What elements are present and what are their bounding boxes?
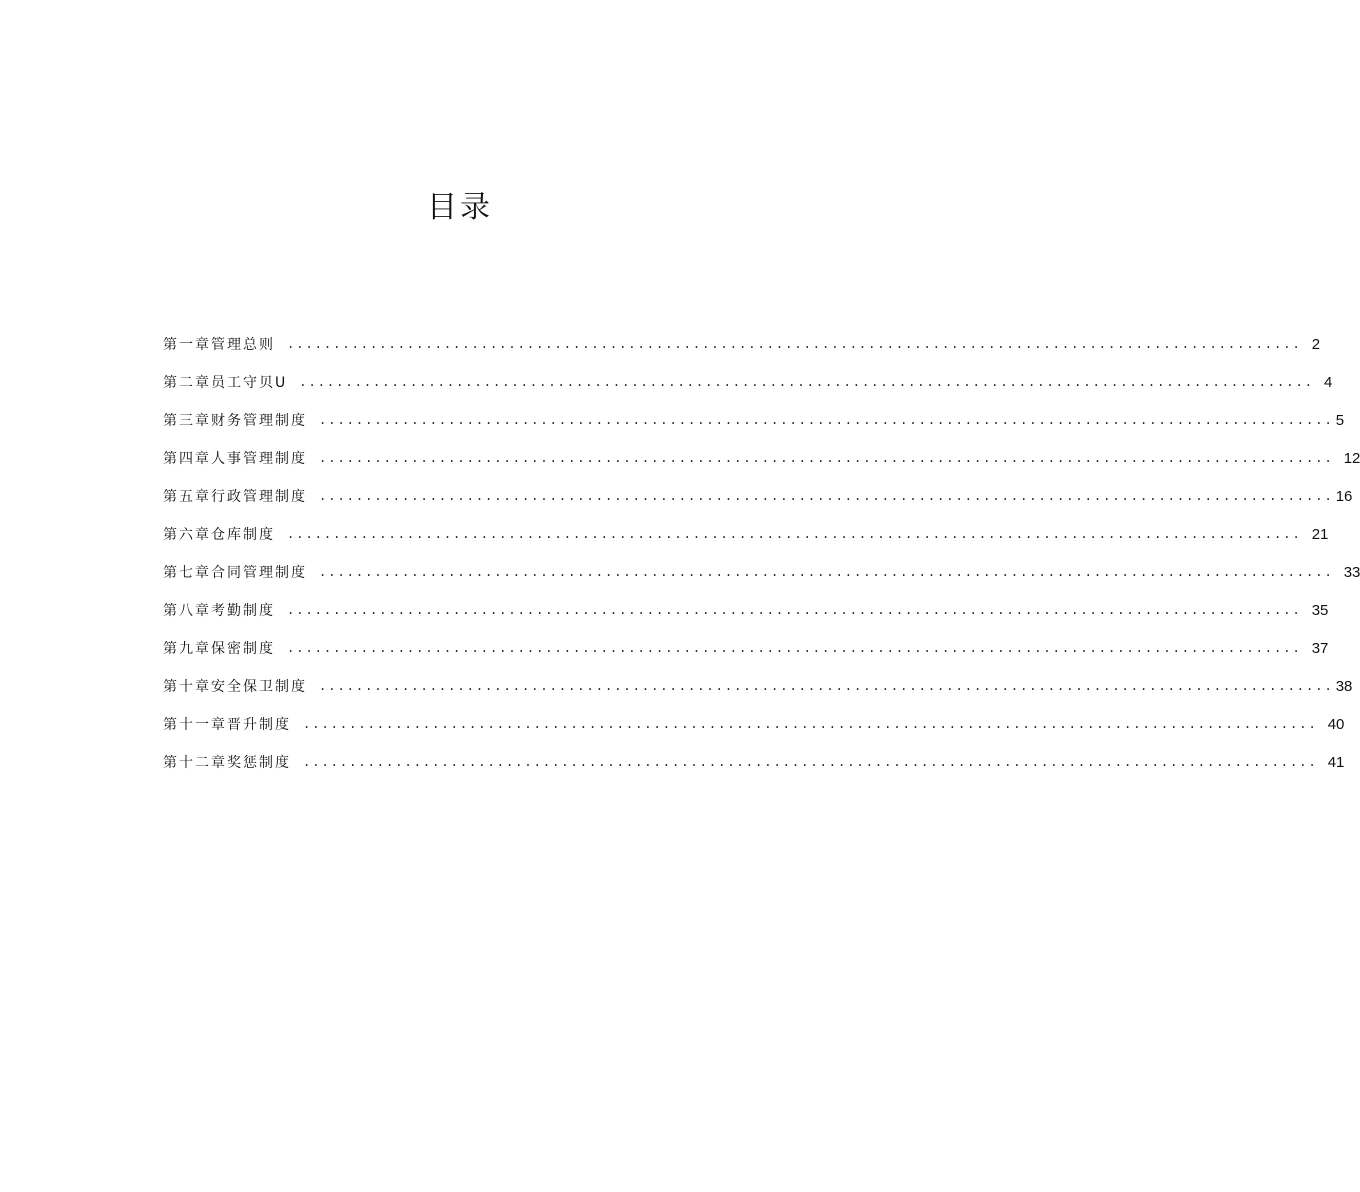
toc-dot-leader: .............................................................................................................. [319,679,1334,693]
toc-entry-name: 安全保卫制度 [211,679,307,695]
toc-entry-6 [163,523,1329,545]
toc-dot-leader: .............................................................................................................. [303,755,1318,769]
toc-chapter-label: 第十一章 [163,717,227,733]
toc-page-number: 40 [1327,715,1345,733]
toc-entry-name: 行政管理制度 [211,489,307,505]
toc-entry-name: 财务管理制度 [211,413,307,429]
toc-chapter-label: 第六章 [163,527,211,543]
toc-chapter-label: 第三章 [163,413,211,429]
toc-page-number: 38 [1335,677,1353,695]
toc-chapter-label: 第四章 [163,451,211,467]
toc-dot-leader: .............................................................................................................. [303,717,1318,731]
toc-entry-7 [163,561,1360,583]
toc-page-number: 5 [1335,411,1345,429]
toc-dot-leader: .............................................................................................................. [319,413,1334,427]
toc-chapter-label: 第九章 [163,641,211,657]
toc-dot-leader: .............................................................................................................. [319,565,1334,579]
toc-entry-4 [163,447,1360,469]
toc-entry-8 [163,599,1329,621]
toc-dot-leader: .............................................................................................................. [287,641,1302,655]
toc-entry-name: 奖惩制度 [227,755,291,771]
toc-page-number: 4 [1323,373,1333,391]
toc-page-number: 12 [1343,449,1360,467]
toc-page-number: 21 [1311,525,1329,543]
toc-page-number: 35 [1311,601,1329,619]
toc-entry-name: 考勤制度 [211,603,275,619]
toc-dot-leader: .............................................................................................................. [319,451,1334,465]
toc-dot-leader: .............................................................................................................. [287,527,1302,541]
toc-entry-name: 晋升制度 [227,717,291,733]
toc-page-number: 16 [1335,487,1353,505]
toc-chapter-label: 第七章 [163,565,211,581]
toc-entry-name: 员工守贝U [211,375,288,391]
toc-entry-2 [163,371,1333,393]
toc-dot-leader: .............................................................................................................. [299,375,1314,389]
toc-dot-leader: .............................................................................................................. [287,603,1302,617]
toc-entry-5 [163,485,1353,507]
toc-page-number: 41 [1327,753,1345,771]
toc-chapter-label: 第二章 [163,375,211,391]
toc-entry-10 [163,675,1353,697]
toc-entry-12 [163,751,1345,773]
toc-dot-leader: .............................................................................................................. [319,489,1334,503]
toc-entry-9 [163,637,1329,659]
toc-dot-leader: .............................................................................................................. [287,337,1302,351]
toc-entry-name: 人事管理制度 [211,451,307,467]
toc-entry-name: 管理总则 [211,337,275,353]
toc-chapter-label: 第十二章 [163,755,227,771]
toc-entry-11 [163,713,1345,735]
toc-entry-name: 仓库制度 [211,527,275,543]
toc-chapter-label: 第八章 [163,603,211,619]
toc-chapter-label: 第一章 [163,337,211,353]
toc-entry-name: 合同管理制度 [211,565,307,581]
toc-entry-name: 保密制度 [211,641,275,657]
toc-chapter-label: 第十章 [163,679,211,695]
toc-page-number: 2 [1311,335,1321,353]
toc-chapter-label: 第五章 [163,489,211,505]
toc-page-number: 37 [1311,639,1329,657]
toc-page-number: 33 [1343,563,1360,581]
toc-title: 目录 [427,190,493,225]
toc-entry-1 [163,333,1321,355]
toc-entry-3 [163,409,1345,431]
